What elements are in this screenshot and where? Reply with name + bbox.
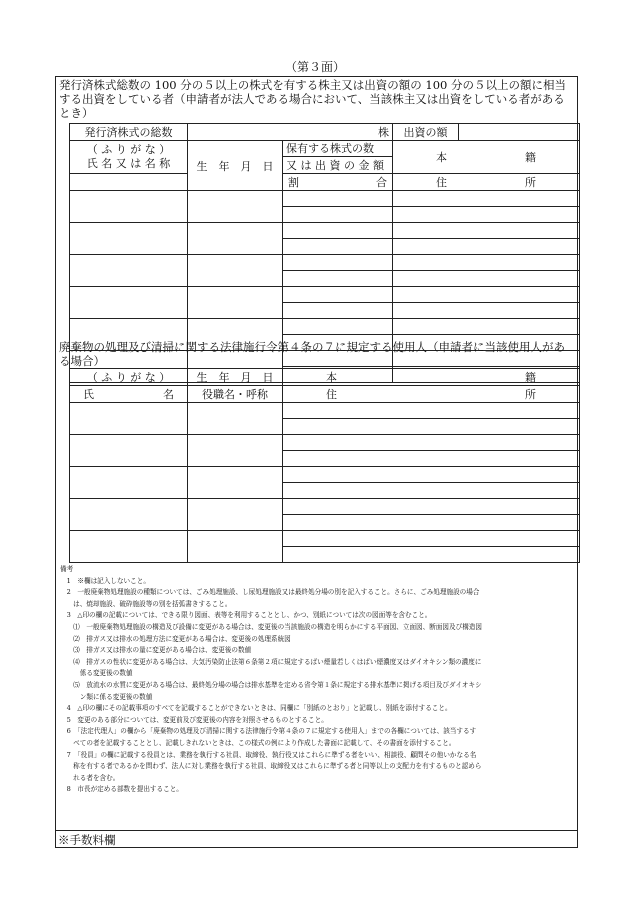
shareholder-address-cell[interactable] xyxy=(393,319,580,335)
name-header-2: 氏 名 xyxy=(70,386,188,403)
address-header-2: 住 所 xyxy=(283,386,580,403)
shareholders-table: 発行済株式の総数 株 出資の額 （ ふ り が な ） 氏 名 又 は 名 称 生 年 月 日 保有する株式の数 本 籍 又 は 出 資 の 金 額 割 合 住 所 xyxy=(69,123,580,383)
shares-unit: 株 xyxy=(378,126,389,139)
employee-name-cell[interactable] xyxy=(70,403,188,435)
shareholder-address-cell[interactable] xyxy=(393,271,580,287)
shareholder-amount-cell[interactable] xyxy=(283,303,393,319)
employee-dob-cell[interactable] xyxy=(188,467,283,499)
total-shares-label: 発行済株式の総数 xyxy=(70,124,188,141)
shareholder-amount-cell[interactable] xyxy=(283,239,393,255)
shareholder-amount-cell[interactable] xyxy=(283,191,393,207)
name-header: （ ふ り が な ） 氏 名 又 は 名 称 xyxy=(70,141,188,174)
remark-line: 6 「法定代理人」の欄から「廃棄物の処理及び清掃に関する法律施行令第４条の７に規定する使用人」までの各欄については、該当するす xyxy=(60,727,477,736)
table-row xyxy=(70,531,580,547)
remark-line: 3 △印の欄の記載については、できる限り図面、表等を利用することとし、かつ、別紙については次の図面等を含むこと。 xyxy=(60,611,432,620)
employee-address-cell[interactable] xyxy=(283,547,580,563)
remark-line: 係る変更後の数値 xyxy=(60,669,133,678)
remark-line: ⑴ 一般廃棄物処理施設の構造及び設備に変更がある場合は、変更後の当該施設の構造を明らかにする平面図、立面図、断面図及び構造図 xyxy=(60,622,482,631)
remark-line: ⑶ 排ガス又は排水の量に変更がある場合は、変更後の数値 xyxy=(60,646,252,655)
table-row xyxy=(70,191,580,207)
table-row xyxy=(70,287,580,303)
remark-line: ⑸ 放流水の水質に変更がある場合は、最終処分場の場合は排水基準を定める省令第１条に規定する排水基準に掲げる項目及びダイオキシ xyxy=(60,680,482,689)
remark-line: ⑵ 排ガス又は排水の処理方法に変更がある場合は、変更後の処理系統図 xyxy=(60,634,291,643)
shareholder-name-cell[interactable] xyxy=(70,287,188,319)
remarks-title: 備考 xyxy=(60,565,74,573)
remark-line: 8 市長が定める部数を提出すること。 xyxy=(60,785,183,794)
total-shares-field[interactable] xyxy=(188,124,393,141)
fee-field: ※手数料欄 xyxy=(56,830,577,849)
remark-line: ⑷ 排ガスの性状に変更がある場合は、大気汚染防止法第６条第２項に規定するばい煙量若しくはばい煙濃度又はダイオキシン類の濃度に xyxy=(60,657,482,666)
employee-address-cell[interactable] xyxy=(283,515,580,531)
furigana-header: （ ふ り が な ） xyxy=(70,369,188,386)
remark-line: 称を有する者であるかを問わず、法人に対し業務を執行する社員、取締役又はこれらに準ずる者と同等以上の支配力を有するものと認めら xyxy=(60,762,482,771)
table-row xyxy=(70,467,580,483)
remarks xyxy=(60,564,575,796)
employee-address-cell[interactable] xyxy=(283,451,580,467)
employee-name-cell[interactable] xyxy=(70,435,188,467)
capital-field[interactable] xyxy=(459,124,580,141)
employee-dob-cell[interactable] xyxy=(188,499,283,531)
shareholders-section-heading: 発行済株式総数の 100 分の５以上の株式を有する株主又は出資の額の 100 分の５以上の額に相当 する出資をしている者（申請者が法人である場合において、当該株主又は出資をしている者がある とき） xyxy=(59,78,567,120)
employee-dob-cell[interactable] xyxy=(188,531,283,563)
dob-header: 生 年 月 日 xyxy=(188,141,283,191)
shareholder-dob-cell[interactable] xyxy=(188,191,283,223)
employee-name-cell[interactable] xyxy=(70,531,188,563)
table-row xyxy=(70,435,580,451)
shareholder-address-cell[interactable] xyxy=(393,223,580,239)
shareholder-amount-cell[interactable] xyxy=(283,287,393,303)
employee-name-cell[interactable] xyxy=(70,467,188,499)
employee-address-cell[interactable] xyxy=(283,403,580,419)
shareholder-amount-cell[interactable] xyxy=(283,223,393,239)
shareholder-name-cell[interactable] xyxy=(70,191,188,223)
table-row xyxy=(70,255,580,271)
shareholder-address-cell[interactable] xyxy=(393,287,580,303)
capital-label: 出資の額 xyxy=(393,124,459,141)
remark-line: 4 △印の欄にその記載事項のすべてを記載することができないときは、同欄に「別紙のとおり」と記載し、別紙を添付すること。 xyxy=(60,704,452,713)
employee-address-cell[interactable] xyxy=(283,467,580,483)
remark-line: 2 一般廃棄物処理施設の種類については、ごみ処理施設、し尿処理施設又は最終処分場の別を記入すること。さらに、ごみ処理施設の場合 xyxy=(60,588,480,597)
employees-table xyxy=(69,368,580,563)
shareholder-amount-cell[interactable] xyxy=(283,271,393,287)
table-row xyxy=(70,223,580,239)
shareholder-dob-cell[interactable] xyxy=(188,255,283,287)
employee-address-cell[interactable] xyxy=(283,483,580,499)
amount-header: 保有する株式の数 xyxy=(283,141,393,157)
remark-line: ン類に係る変更後の数値 xyxy=(60,692,153,701)
employee-dob-cell[interactable] xyxy=(188,403,283,435)
employee-address-cell[interactable] xyxy=(283,499,580,515)
form-frame xyxy=(55,76,578,848)
employee-address-cell[interactable] xyxy=(283,531,580,547)
shareholder-name-cell[interactable] xyxy=(70,223,188,255)
shareholder-amount-cell[interactable] xyxy=(283,207,393,223)
shareholder-amount-cell[interactable] xyxy=(283,319,393,335)
shareholder-amount-cell[interactable] xyxy=(283,255,393,271)
employees-section-heading: 廃棄物の処理及び清掃に関する法律施行令第４条の７に規定する使用人（申請者に当該使用人があ る場合） xyxy=(59,340,565,368)
shareholder-address-cell[interactable] xyxy=(393,255,580,271)
table-row xyxy=(70,403,580,419)
employee-name-cell[interactable] xyxy=(70,499,188,531)
employee-dob-cell[interactable] xyxy=(188,435,283,467)
remark-line: 5 変更のある部分については、変更前及び変更後の内容を対照させるものとすること。 xyxy=(60,715,328,724)
employee-address-cell[interactable] xyxy=(283,419,580,435)
shareholder-address-cell[interactable] xyxy=(393,207,580,223)
ratio-header: 割 合 xyxy=(283,174,393,191)
page-number: （第３面） xyxy=(284,60,345,74)
shareholder-dob-cell[interactable] xyxy=(188,223,283,255)
table-row xyxy=(70,319,580,335)
shareholder-address-cell[interactable] xyxy=(393,303,580,319)
remark-line: は、焼却施設、破砕施設等の別を括弧書きすること。 xyxy=(60,599,232,608)
position-header: 役職名・呼称 xyxy=(188,386,283,403)
honseki-header-2: 本 籍 xyxy=(283,369,580,386)
honseki-header: 本 籍 xyxy=(393,141,580,174)
dob-header-2: 生 年 月 日 xyxy=(188,369,283,386)
shareholder-address-cell[interactable] xyxy=(393,191,580,207)
shareholder-name-cell[interactable] xyxy=(70,255,188,287)
remark-line: 1 ※欄は記入しないこと。 xyxy=(60,576,150,585)
shareholder-address-cell[interactable] xyxy=(393,239,580,255)
address-header: 住 所 xyxy=(393,174,580,191)
table-row xyxy=(70,499,580,515)
remark-line: べての者を記載することとし、記載しきれないときは、この様式の例により作成した書面に記載して、その書面を添付すること。 xyxy=(60,738,456,747)
remark-line: 7 「役員」の欄に記載する役員とは、業務を執行する社員、取締役、執行役又はこれらに準ずる者をいい、相談役、顧問その他いかなる名 xyxy=(60,750,477,759)
shareholder-dob-cell[interactable] xyxy=(188,287,283,319)
remark-line: れる者を含む。 xyxy=(60,773,120,782)
employee-address-cell[interactable] xyxy=(283,435,580,451)
